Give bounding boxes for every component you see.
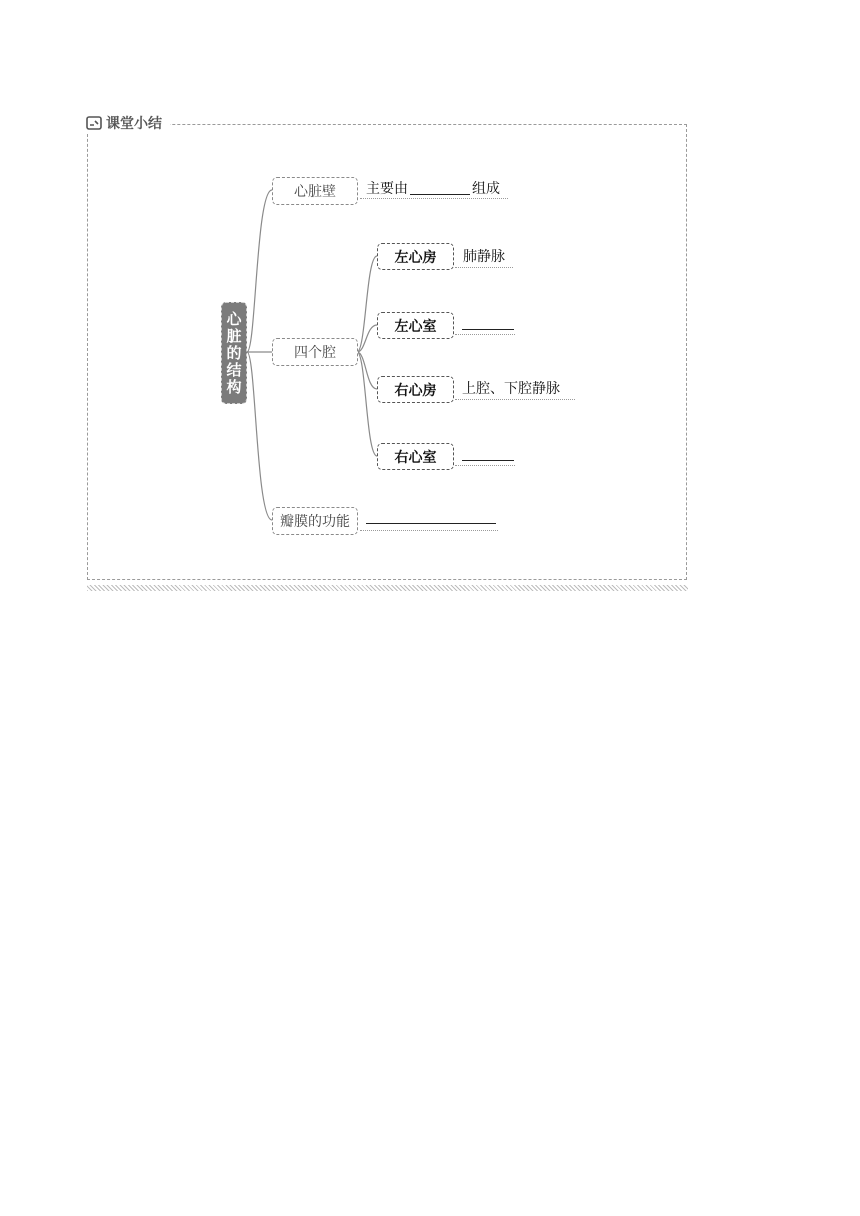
valve-function-answer-blank[interactable]: [366, 523, 496, 524]
node-valve-function: 瓣膜的功能: [272, 507, 358, 535]
node-left-atrium: 左心房: [377, 243, 454, 270]
section-title: 课堂小结: [106, 116, 162, 132]
heart-wall-desc-after: 组成: [472, 181, 500, 197]
left-atrium-underline: [455, 267, 513, 268]
right-atrium-vessel: 上腔、下腔静脉: [462, 381, 560, 397]
node-four-chambers: 四个腔: [272, 338, 358, 366]
node-heart-wall: 心脏壁: [272, 177, 358, 205]
heart-wall-desc-before: 主要由: [366, 181, 408, 197]
right-ventricle-underline: [455, 465, 515, 466]
node-right-ventricle: 右心室: [377, 443, 454, 470]
heart-wall-underline: [360, 198, 508, 199]
left-ventricle-underline: [455, 334, 515, 335]
left-atrium-vessel: 肺静脉: [463, 249, 505, 265]
node-left-ventricle: 左心室: [377, 312, 454, 339]
node-right-atrium: 右心房: [377, 376, 454, 403]
right-ventricle-answer-blank[interactable]: [462, 460, 514, 461]
root-node: 心脏的结构: [221, 302, 247, 404]
heart-wall-description: [366, 178, 500, 198]
left-ventricle-answer-blank[interactable]: [462, 329, 514, 330]
heart-wall-answer-blank[interactable]: [410, 194, 470, 195]
valve-function-underline: [360, 530, 498, 531]
right-atrium-underline: [455, 399, 575, 400]
